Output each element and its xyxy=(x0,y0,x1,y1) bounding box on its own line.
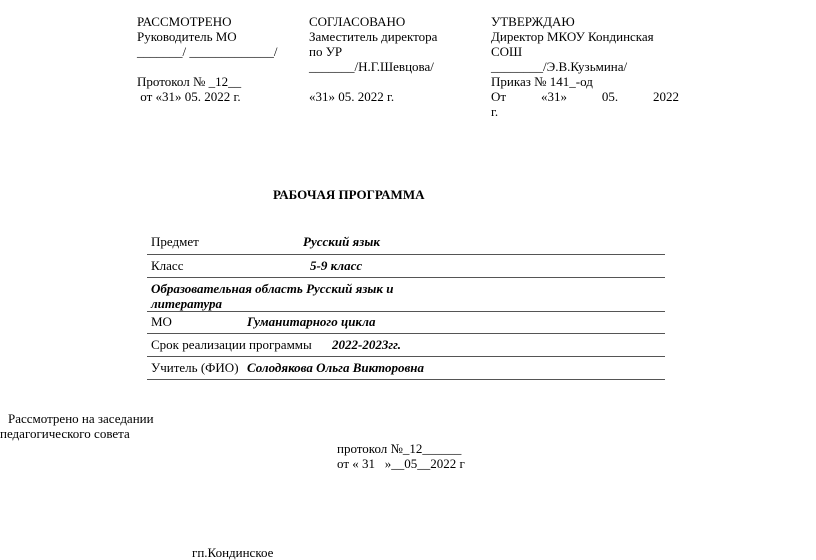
subject-row xyxy=(147,232,665,255)
term-row xyxy=(147,334,665,357)
term-value: 2022-2023гг. xyxy=(332,337,402,352)
reviewed-protocol: Протокол № _12__ xyxy=(137,74,242,89)
council-protocol: протокол №_12______ xyxy=(337,441,462,456)
subject-label: Предмет xyxy=(151,234,199,249)
agreed-title: СОГЛАСОВАНО xyxy=(309,14,406,29)
footer-place: гп.Кондинское xyxy=(192,545,274,560)
approved-date-month: 05. xyxy=(601,89,619,104)
teacher-value: Солодякова Ольга Викторовна xyxy=(247,360,424,375)
area-line1: Образовательная область Русский язык и xyxy=(151,281,394,296)
reviewed-role: Руководитель МО xyxy=(137,29,237,44)
area-line2: литература xyxy=(151,296,222,311)
approved-role-line2: СОШ xyxy=(491,44,523,59)
approved-date-year: 2022 xyxy=(653,89,679,104)
approved-date-prefix: От xyxy=(491,89,507,104)
program-table xyxy=(147,232,665,380)
approval-agreed-block xyxy=(309,14,437,104)
document-heading: РАБОЧАЯ ПРОГРАММА xyxy=(273,187,425,202)
approval-approved-block xyxy=(491,14,679,119)
teacher-row xyxy=(147,357,665,380)
area-row xyxy=(147,278,665,312)
term-label: Срок реализации программы xyxy=(151,337,312,352)
agreed-date: «31» 05. 2022 г. xyxy=(309,89,395,104)
teacher-label: Учитель (ФИО) xyxy=(151,360,239,375)
class-row xyxy=(147,255,665,278)
agreed-role-line1: Заместитель директора xyxy=(309,29,438,44)
class-label: Класс xyxy=(151,258,184,273)
approved-order: Приказ № 141_-од xyxy=(491,74,593,89)
mo-value: Гуманитарного цикла xyxy=(247,314,376,329)
reviewed-sign-line: _______/ _____________/ xyxy=(137,44,278,59)
approved-sign-line: ________/Э.В.Кузьмина/ xyxy=(491,59,628,74)
approved-date-day: «31» xyxy=(540,89,567,104)
approved-role-line1: Директор МКОУ Кондинская xyxy=(491,29,654,44)
approved-date-tail: г. xyxy=(491,104,499,119)
mo-label: МО xyxy=(151,314,172,329)
council-line1: Рассмотрено на заседании xyxy=(8,411,154,426)
council-date: от « 31 »__05__2022 г xyxy=(337,456,465,471)
approved-title: УТВЕРЖДАЮ xyxy=(491,14,575,29)
reviewed-title: РАССМОТРЕНО xyxy=(137,14,232,29)
agreed-role-line2: по УР xyxy=(309,44,343,59)
class-value: 5-9 класс xyxy=(310,258,363,273)
approval-reviewed-block xyxy=(137,14,277,104)
council-line2: педагогического совета xyxy=(0,426,130,441)
approved-date xyxy=(491,89,679,104)
agreed-sign-line: _______/Н.Г.Шевцова/ xyxy=(309,59,434,74)
mo-row xyxy=(147,312,665,334)
subject-value: Русский язык xyxy=(303,234,380,249)
reviewed-date: от «31» 05. 2022 г. xyxy=(137,89,241,104)
